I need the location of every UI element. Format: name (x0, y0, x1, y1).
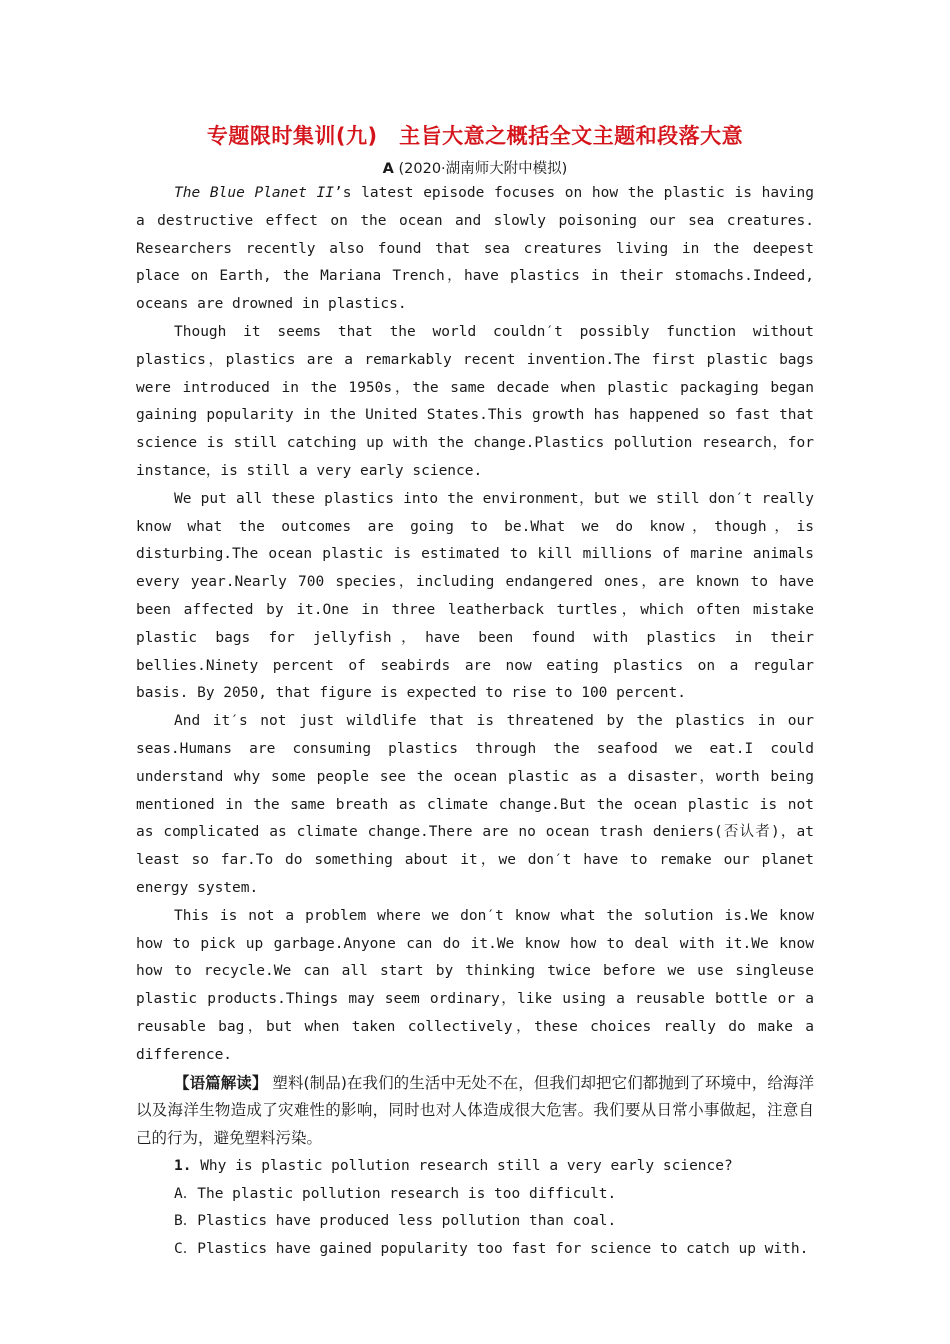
paragraph-2: Though it seems that the world couldn′t possibly function without plastics，plastics are a remarkably recent invention.The first plastic bags were introduced in the 1950s，the same decade when plastic packaging began gaining popularity in the United States.This growth has happened so fast that science is still catching up with the change.Plastics pollution research，for instance，is still a very early science. (136, 323, 814, 479)
show-title: The Blue Planet II (174, 185, 334, 201)
analysis-text: 塑料(制品)在我们的生活中无处不在，但我们却把它们都抛到了环境中，给海洋以及海洋生物造成了灾难性的影响，同时也对人体造成很大危害。我们要从日常小事做起，注意自己的行为，避免塑料污染。 (136, 1073, 814, 1148)
paragraph-1-text: ’s latest episode focuses on how the plastic is having a destructive effect on the ocean and slowly poisoning our sea creatures. Researchers recently also found that sea creatures living in the deepest place on Earth, the Mariana Trench，have plastics in their stomachs.Indeed, oceans are drowned in plastics. (136, 185, 814, 313)
paragraph-3: We put all these plastics into the environment，but we still don′t really know what the outcomes are going to be.What we do know，though，is disturbing.The ocean plastic is estimated to kill millions of marine animals every year.Nearly 700 species，including endangered ones，are known to have been affected by it.One in three leatherback turtles，which often mistake plastic bags for jellyfish，have been found with plastics in their bellies.Ninety percent of seabirds are now eating plastics on a regular basis. By 2050, that figure is expected to rise to 100 percent. (136, 490, 814, 702)
option-c: C．Plastics have gained popularity too fast for science to catch up with. (174, 1241, 809, 1258)
paragraph-1 (136, 180, 814, 319)
paragraph-4: And it′s not just wildlife that is threatened by the plastics in our seas.Humans are consuming plastics through the seafood we eat.I could understand why some people see the ocean plastic as a disaster，worth being mentioned in the same breath as climate change.But the ocean plastic is not as complicated as climate change.There are no ocean trash deniers(否认者)，at least so far.To do something about it，we don′t have to remake our planet energy system. (136, 713, 814, 896)
question-number: 1. (174, 1157, 192, 1174)
passage-source: (2020·湖南师大附中模拟) (398, 161, 568, 177)
analysis-label: 【语篇解读】 (174, 1073, 268, 1092)
passage-label: A (382, 161, 394, 177)
paragraph-5: This is not a problem where we don′t know what the solution is.We know how to pick up garbage.Anyone can do it.We know how to deal with it.We know how to recycle.We can all start by thinking twice before we use singleuse plastic products.Things may seem ordinary，like using a reusable bottle or a reusable bag，but when taken collectively，these choices really do make a difference. (136, 907, 814, 1063)
passage-heading (0, 157, 950, 178)
option-a: A．The plastic pollution research is too difficult. (174, 1185, 617, 1202)
question-1 (136, 1153, 814, 1181)
page-title: 专题限时集训(九) 主旨大意之概括全文主题和段落大意 (206, 124, 744, 148)
option-b: B．Plastics have produced less pollution than coal. (174, 1213, 617, 1230)
passage-body (136, 180, 814, 1264)
question-stem: Why is plastic pollution research still a very early science? (200, 1157, 733, 1174)
passage-analysis (136, 1070, 814, 1153)
